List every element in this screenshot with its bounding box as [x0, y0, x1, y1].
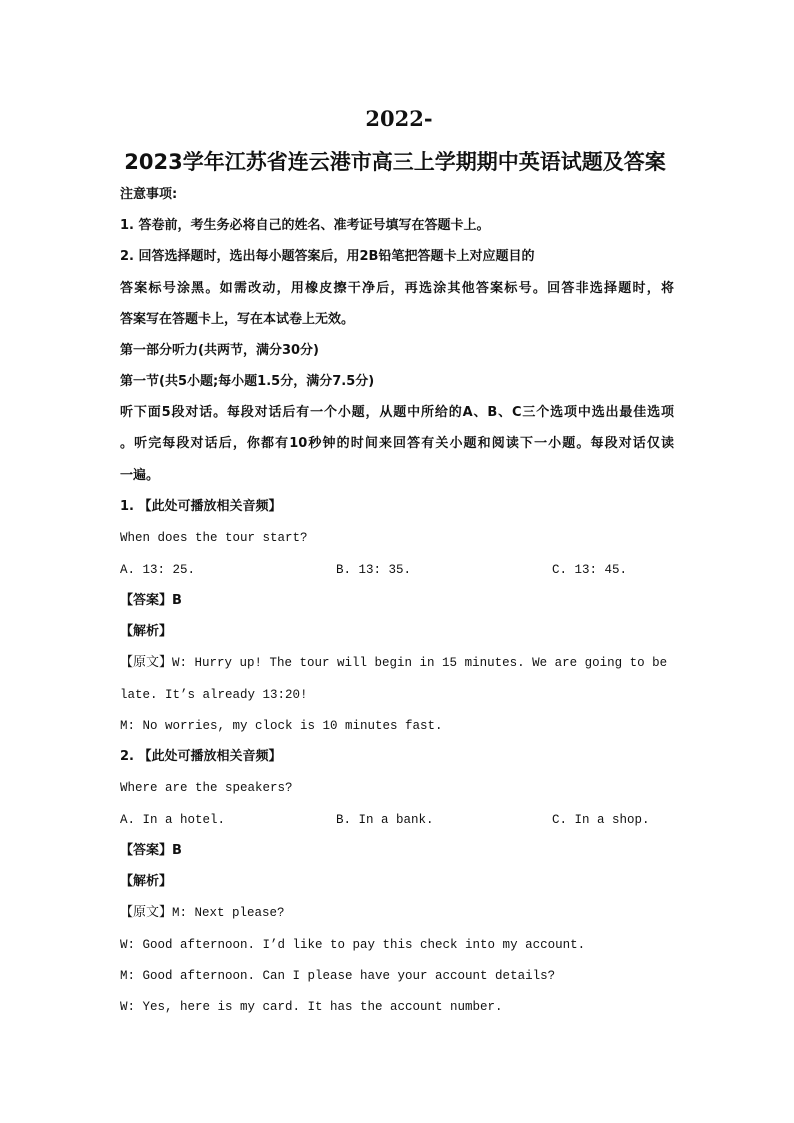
- question-2-transcript-line-1: [120, 904, 285, 922]
- transcript-text: W: Hurry up! The tour will begin in 15 minutes. We are going to be: [172, 656, 668, 670]
- question-1-analysis-label: 【解析】: [120, 624, 173, 639]
- question-2-text: Where are the speakers?: [120, 781, 293, 795]
- notice-item-2-line-1: 2. 回答选择题时，选出每小题答案后，用2B铅笔把答题卡上对应题目的: [120, 249, 535, 264]
- question-2-option-a: A. In a hotel.: [120, 813, 226, 827]
- transcript-text: M: Next please?: [172, 906, 285, 920]
- notice-heading: 注意事项:: [120, 187, 178, 202]
- question-1-transcript-line-2: late. It’s already 13:20!: [120, 688, 308, 702]
- question-1-transcript-line-3: M: No worries, my clock is 10 minutes fast.: [120, 719, 443, 733]
- question-1-text: When does the tour start?: [120, 531, 308, 545]
- question-1-option-b: B. 13: 35.: [336, 563, 412, 577]
- page-title-line-1: 2022-: [365, 106, 433, 131]
- question-1-number: 1. 【此处可播放相关音频】: [120, 499, 282, 514]
- question-1-transcript-line-1: [120, 654, 674, 672]
- question-2-option-b: B. In a bank.: [336, 813, 434, 827]
- question-2-option-c: C. In a shop.: [552, 813, 650, 827]
- section-sub-1: 第一节(共5小题;每小题1.5分，满分7.5分): [120, 374, 375, 389]
- question-2-number: 2. 【此处可播放相关音频】: [120, 749, 282, 764]
- instruction-line-1: 听下面5段对话。每段对话后有一个小题，从题中所给的A、B、C三个选项中选出最佳选项: [120, 405, 674, 420]
- question-2-answer: 【答案】B: [120, 843, 182, 858]
- transcript-tag: 【原文】: [120, 655, 173, 670]
- question-1-option-c: C. 13: 45.: [552, 563, 628, 577]
- transcript-tag: 【原文】: [120, 905, 173, 920]
- notice-item-2-line-3: 答案写在答题卡上，写在本试卷上无效。: [120, 312, 355, 327]
- question-2-transcript-line-4: W: Yes, here is my card. It has the account number.: [120, 1000, 503, 1014]
- question-2-transcript-line-3: M: Good afternoon. Can I please have your account details?: [120, 969, 556, 983]
- instruction-line-2: 。听完每段对话后，你都有10秒钟的时间来回答有关小题和阅读下一小题。每段对话仅读: [120, 436, 674, 451]
- question-1-answer: 【答案】B: [120, 593, 182, 608]
- question-2-analysis-label: 【解析】: [120, 874, 173, 889]
- page-title-line-2: 2023学年江苏省连云港市高三上学期期中英语试题及答案: [124, 150, 666, 174]
- notice-item-1: 1. 答卷前，考生务必将自己的姓名、准考证号填写在答题卡上。: [120, 218, 490, 233]
- question-1-option-a: A. 13: 25.: [120, 563, 196, 577]
- instruction-line-3: 一遍。: [120, 468, 160, 483]
- question-2-transcript-line-2: W: Good afternoon. I’d like to pay this check into my account.: [120, 938, 586, 952]
- notice-item-2-line-2: 答案标号涂黑。如需改动，用橡皮擦干净后，再选涂其他答案标号。回答非选择题时，将: [120, 281, 674, 296]
- section-part-1: 第一部分听力(共两节，满分30分): [120, 343, 319, 358]
